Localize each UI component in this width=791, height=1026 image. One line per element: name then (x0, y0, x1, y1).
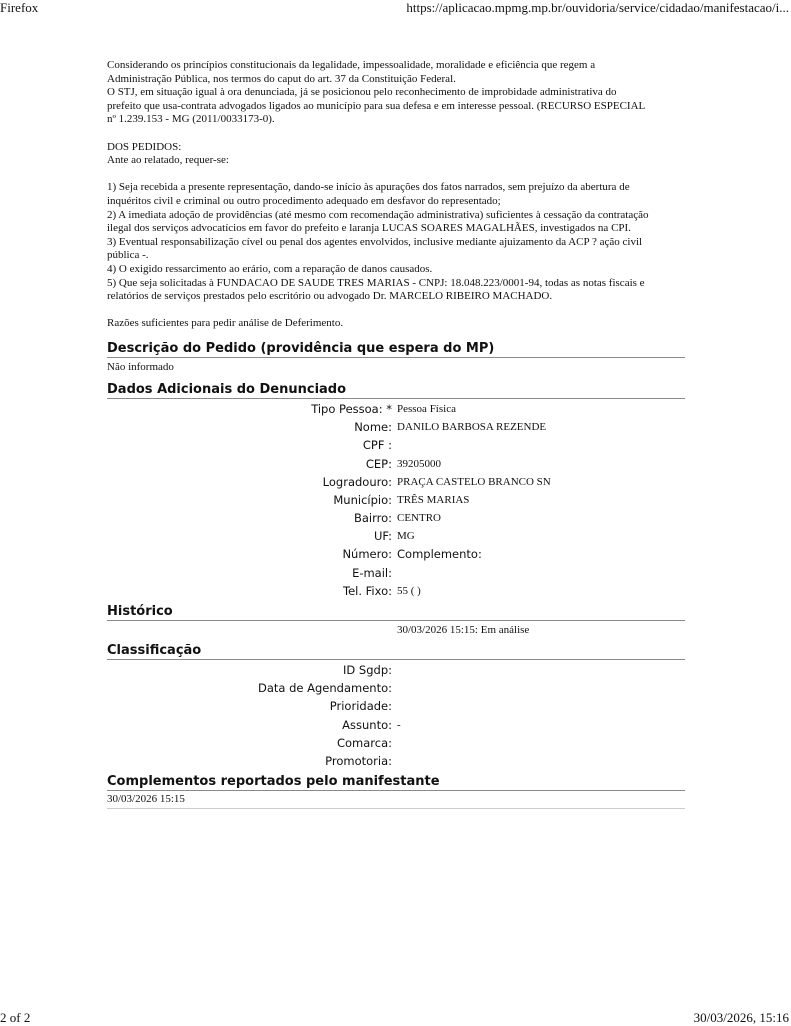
historico-entry: 30/03/2026 15:15: Em análise (397, 623, 530, 636)
id-sgdp-label: ID Sgdp: (343, 663, 392, 678)
classificacao-fields (107, 660, 685, 770)
body-line: Ante ao relatado, requer-se: (107, 154, 229, 167)
assunto-label: Assunto: (342, 717, 392, 732)
descricao-value: Não informado (107, 360, 174, 373)
field-row-prioridade (107, 697, 685, 715)
complemento-label: Complemento: (397, 547, 482, 562)
uf-label: UF: (373, 529, 392, 544)
complementos-section-title: Complementos reportados pelo manifestante (107, 770, 685, 791)
field-row-tel (107, 582, 685, 600)
body-line: inquéritos civil e criminal ou outro procedimento adequado em desfavor do representado; (107, 194, 501, 207)
print-footer-datetime: 30/03/2026, 15:16 (693, 1010, 789, 1025)
numero-label: Número: (342, 547, 392, 562)
field-row-promotoria (107, 752, 685, 770)
body-line: 2) A imediata adoção de providências (até mesmo com recomendação administrativa) suficientes à cessação da contratação (107, 208, 649, 221)
body-line: prefeito que usa-contrata advogados ligados ao município para sua defesa e em interesse pessoal. (RECURSO ESPECIAL (107, 99, 646, 112)
body-line: nº 1.239.153 - MG (2011/0033173-0). (107, 113, 275, 126)
bairro-label: Bairro: (353, 511, 392, 526)
field-row-assunto (107, 716, 685, 734)
body-line: 3) Eventual responsabilização cível ou penal dos agentes envolvidos, inclusive mediante ajuizamento da ACP ? ação civil (107, 235, 643, 248)
field-row-municipio (107, 491, 685, 509)
uf-value: MG (397, 530, 415, 543)
field-row-nome (107, 418, 685, 436)
nome-label: Nome: (354, 420, 392, 435)
comarca-label: Comarca: (336, 735, 392, 750)
print-header-url: https://aplicacao.mpmg.mp.br/ouvidoria/service/cidadao/manifestacao/i... (406, 0, 789, 15)
cep-value: 39205000 (397, 457, 441, 470)
field-row-cpf (107, 436, 685, 454)
email-label: E-mail: (352, 565, 392, 580)
cpf-label: CPF : (362, 438, 392, 453)
body-line: relatórios de serviços prestados pelo escritório ou advogado Dr. MARCELO RIBEIRO MACHADO. (107, 290, 553, 303)
tipo-pessoa-value: Pessoa Física (397, 402, 456, 415)
promotoria-label: Promotoria: (325, 753, 392, 768)
body-line: pública -. (107, 249, 149, 262)
classificacao-section-title: Classificação (107, 639, 685, 660)
field-row-cep (107, 454, 685, 472)
print-header-browser: Firefox (0, 0, 39, 15)
body-line: 4) O exigido ressarcimento ao erário, com a reparação de danos causados. (107, 262, 433, 275)
tel-value: 55 ( ) (397, 584, 421, 597)
denunciado-section-title: Dados Adicionais do Denunciado (107, 378, 685, 399)
body-line: 1) Seja recebida a presente representação, dando-se início às apurações dos fatos narrados, sem prejuízo da abertura de (107, 181, 630, 194)
body-line: O STJ, em situação igual à ora denunciada, já se posicionou pelo reconhecimento de improbidade administrativa do (107, 86, 617, 99)
tel-label: Tel. Fixo: (343, 583, 392, 598)
assunto-value: - (397, 718, 401, 731)
field-row-id-sgdp (107, 661, 685, 679)
blank-line (107, 304, 685, 318)
denunciado-fields (107, 399, 685, 600)
logradouro-value: PRAÇA CASTELO BRANCO SN (397, 475, 551, 488)
body-line: Razões suficientes para pedir análise de Deferimento. (107, 317, 344, 330)
field-row-email (107, 564, 685, 582)
field-row-numero (107, 545, 685, 563)
descricao-section-title: Descrição do Pedido (providência que espera do MP) (107, 337, 685, 358)
bairro-value: CENTRO (397, 512, 441, 525)
body-line: ilegal dos serviços advocatícios em favor do prefeito e laranja LUCAS SOARES MAGALHÃES, investigados na CPI. (107, 222, 631, 235)
complementos-entry: 30/03/2026 15:15 (107, 791, 685, 809)
document-content (107, 59, 685, 809)
field-row-logradouro (107, 473, 685, 491)
tipo-pessoa-label: Tipo Pessoa: * (311, 401, 392, 416)
municipio-label: Município: (333, 492, 392, 507)
print-footer-page: 2 of 2 (0, 1010, 31, 1025)
body-line: Considerando os princípios constitucionais da legalidade, impessoalidade, moralidade e eficiência que regem a (107, 59, 596, 71)
cep-label: CEP: (365, 456, 392, 471)
blank-line (107, 127, 685, 141)
field-row-uf (107, 527, 685, 545)
body-line: Administração Pública, nos termos do caput do art. 37 da Constituição Federal. (107, 72, 456, 85)
historico-section-title: Histórico (107, 600, 685, 621)
blank-line (107, 168, 685, 182)
data-agendamento-label: Data de Agendamento: (257, 681, 392, 696)
municipio-value: TRÊS MARIAS (397, 493, 470, 506)
body-line: DOS PEDIDOS: (107, 140, 182, 153)
field-row-tipo-pessoa (107, 400, 685, 418)
body-line: 5) Que seja solicitadas à FUNDACAO DE SAUDE TRES MARIAS - CNPJ: 18.048.223/0001-94, todas as notas fiscais e (107, 276, 645, 289)
logradouro-label: Logradouro: (322, 474, 392, 489)
prioridade-label: Prioridade: (329, 699, 392, 714)
field-row-comarca (107, 734, 685, 752)
field-row-bairro (107, 509, 685, 527)
body-text (107, 59, 685, 331)
field-row-data-agendamento (107, 679, 685, 697)
nome-value: DANILO BARBOSA REZENDE (397, 421, 547, 434)
